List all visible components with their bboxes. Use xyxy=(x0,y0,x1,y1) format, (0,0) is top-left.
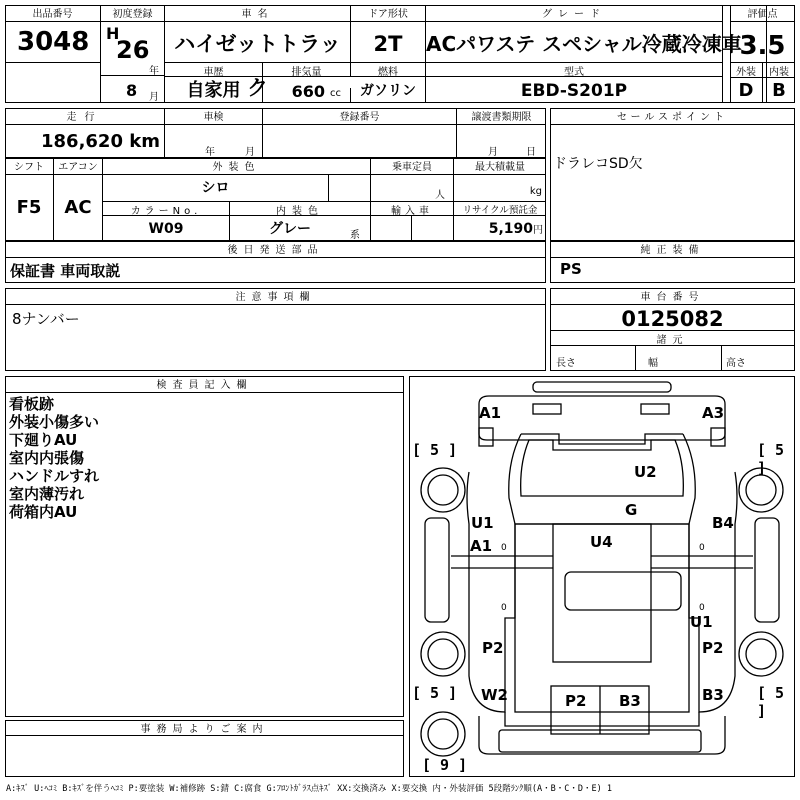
capacity-unit: 人 xyxy=(371,175,454,201)
damage-mark: W2 xyxy=(481,686,508,704)
fuel: ガソリン xyxy=(351,77,426,103)
inspection-col xyxy=(165,125,263,158)
genuine-text: PS xyxy=(560,260,582,278)
inspection-month-unit: 月 xyxy=(245,147,255,158)
transfer-day-unit: 日 xyxy=(526,147,536,158)
spec-width: 幅 xyxy=(636,346,722,371)
displacement-label: 排気量 xyxy=(263,62,351,77)
grade-divider xyxy=(722,5,730,103)
capacity-label: 乗車定員 xyxy=(371,158,454,175)
ac: AC xyxy=(54,175,103,241)
sales-label: セールスポイント xyxy=(550,108,795,125)
damage-mark: P2 xyxy=(565,692,587,710)
intcolor-label: 内装色 xyxy=(230,201,371,216)
color-label: 外装色 xyxy=(103,158,371,175)
displacement-unit: cc xyxy=(330,88,351,103)
damage-mark: G xyxy=(625,501,638,519)
damage-mark: U1 xyxy=(690,613,713,631)
damage-mark: A3 xyxy=(702,404,725,422)
spec-length: 長さ xyxy=(550,346,636,371)
lot-empty xyxy=(5,62,101,103)
load-label: 最大積載量 xyxy=(454,158,546,175)
reg-month-unit: 月 xyxy=(149,92,159,103)
car-name: ハイゼットトラック xyxy=(165,22,351,62)
mileage-value: 186,620 xyxy=(41,131,123,152)
displacement: 660 xyxy=(291,82,325,101)
lot-label: 出品番号 xyxy=(5,5,101,22)
damage-mark: B3 xyxy=(619,692,641,710)
inspector-line: 看板跡 xyxy=(9,395,55,413)
import-label: 輸入車 xyxy=(371,201,454,216)
shift: F5 xyxy=(5,175,54,241)
tire-tread-front-right: [ 5 ] xyxy=(757,441,785,477)
damage-mark: A1 xyxy=(470,537,493,555)
reg-year-unit: 年 xyxy=(149,66,159,77)
reg-label: 初度登録 xyxy=(101,5,165,22)
mileage-label: 走行 xyxy=(5,108,165,125)
damage-mark: P2 xyxy=(702,639,724,657)
notes-text: 8ナンバー xyxy=(12,310,80,328)
recycle-label: リサイクル預託金 xyxy=(454,201,546,216)
tire-tread-rear-left: [ 5 ] xyxy=(412,684,458,702)
tire-tread-rear-right: [ 5 ] xyxy=(757,684,785,720)
intcolor-unit: 系 xyxy=(350,216,371,241)
history: 自家用 xyxy=(165,77,263,103)
load-unit: kg xyxy=(529,186,542,197)
spec-label: 諸元 xyxy=(550,330,795,346)
notes-label: 注意事項欄 xyxy=(5,288,546,305)
sales-text: ドラレコSD欠 xyxy=(553,156,643,172)
fuel-label: 燃料 xyxy=(351,62,426,77)
regno-label: 登録番号 xyxy=(263,108,457,125)
grade: ACパワステ スペシャル冷蔵冷凍車 xyxy=(426,32,742,56)
door-type: 2T xyxy=(351,22,426,62)
reg-era: H xyxy=(106,24,120,43)
score: 3.5 xyxy=(739,31,786,61)
damage-mark: B3 xyxy=(702,686,724,704)
inspector-line: 下廻りAU xyxy=(9,431,78,449)
reg-year: 26 xyxy=(116,36,150,64)
tire-tread-front-left: [ 5 ] xyxy=(412,441,458,459)
inspector-line: ハンドルすれ xyxy=(9,467,100,485)
color-extra xyxy=(329,175,371,201)
legend: A:ｷｽﾞ U:ﾍｺﾐ B:ｷｽﾞを伴うﾍｺﾐ P:要塗装 W:補修跡 S:錆 C:腐食 G:ﾌﾛﾝﾄｶﾞﾗｽ点ｷｽﾞ XX:交換済み X:要交換 内・外装評価 5段階ﾗﾝｸ順(A・B・C・D・E) 1 xyxy=(6,784,612,794)
transfer-month-unit: 月 xyxy=(488,147,498,158)
recycle xyxy=(454,216,546,241)
inspection-year-unit: 年 xyxy=(205,147,215,158)
intcolor: グレー xyxy=(269,221,311,237)
svg-text:0: 0 xyxy=(699,603,705,613)
transfer-label: 譲渡書類期限 xyxy=(457,108,546,125)
import-split xyxy=(371,216,412,241)
regno xyxy=(263,125,457,158)
damage-mark: U1 xyxy=(471,514,494,532)
inspector-line: 室内薄汚れ xyxy=(9,485,85,503)
history-label: 車歴 xyxy=(165,62,263,77)
office-label: 事務局よりご案内 xyxy=(5,720,404,736)
colorno: W09 xyxy=(103,216,230,241)
inspector-line: 室内内張傷 xyxy=(9,449,85,467)
inspector-notes xyxy=(9,395,99,521)
ac-label: エアコン xyxy=(54,158,103,175)
damage-mark: P2 xyxy=(482,639,504,657)
damage-mark: U4 xyxy=(590,533,613,551)
svg-text:0: 0 xyxy=(501,543,507,553)
interior-label: 内装 xyxy=(763,62,795,78)
inspector-label: 検査員記入欄 xyxy=(5,376,404,393)
score-label: 評価点 xyxy=(730,5,795,22)
color: シロ xyxy=(103,175,329,201)
inspector-line: 外装小傷多い xyxy=(9,413,100,431)
name-label: 車名 xyxy=(165,5,351,22)
mileage xyxy=(5,125,165,158)
later-label: 後日発送部品 xyxy=(5,241,546,258)
sales-block xyxy=(550,108,795,241)
lot-number: 3048 xyxy=(5,22,101,62)
tire-tread-spare: [ 9 ] xyxy=(422,756,468,774)
import-value xyxy=(412,216,454,241)
mileage-unit: km xyxy=(129,131,160,152)
car-diagram xyxy=(409,376,795,777)
damage-mark: B4 xyxy=(712,514,734,532)
reg-month: 8 xyxy=(126,81,138,100)
recycle-value: 5,190 xyxy=(488,221,533,237)
spec-height: 高さ xyxy=(726,358,746,369)
model: EBD-S201P xyxy=(520,81,628,101)
chassis: 0125082 xyxy=(621,307,724,331)
chassis-label: 車台番号 xyxy=(550,288,795,305)
inspection-label: 車検 xyxy=(165,108,263,125)
svg-text:0: 0 xyxy=(699,543,705,553)
reg-col xyxy=(101,22,165,75)
model-label: 型式 xyxy=(426,62,722,77)
inspector-line: 荷箱内AU xyxy=(9,503,78,521)
svg-text:0: 0 xyxy=(501,603,507,613)
recycle-unit: 円 xyxy=(533,225,543,236)
colorno-label: カラーNo. xyxy=(103,201,230,216)
later-text: 保証書 車両取説 xyxy=(10,262,121,280)
damage-mark: U2 xyxy=(634,463,657,481)
interior-grade: B xyxy=(772,80,786,101)
damage-mark: A1 xyxy=(479,404,502,422)
genuine-label: 純正装備 xyxy=(550,241,795,258)
exterior-label: 外装 xyxy=(730,62,763,78)
exterior-grade: D xyxy=(730,78,763,103)
grade-label: グレード xyxy=(426,5,722,22)
door-label: ドア形状 xyxy=(351,5,426,22)
shift-label: シフト xyxy=(5,158,54,175)
